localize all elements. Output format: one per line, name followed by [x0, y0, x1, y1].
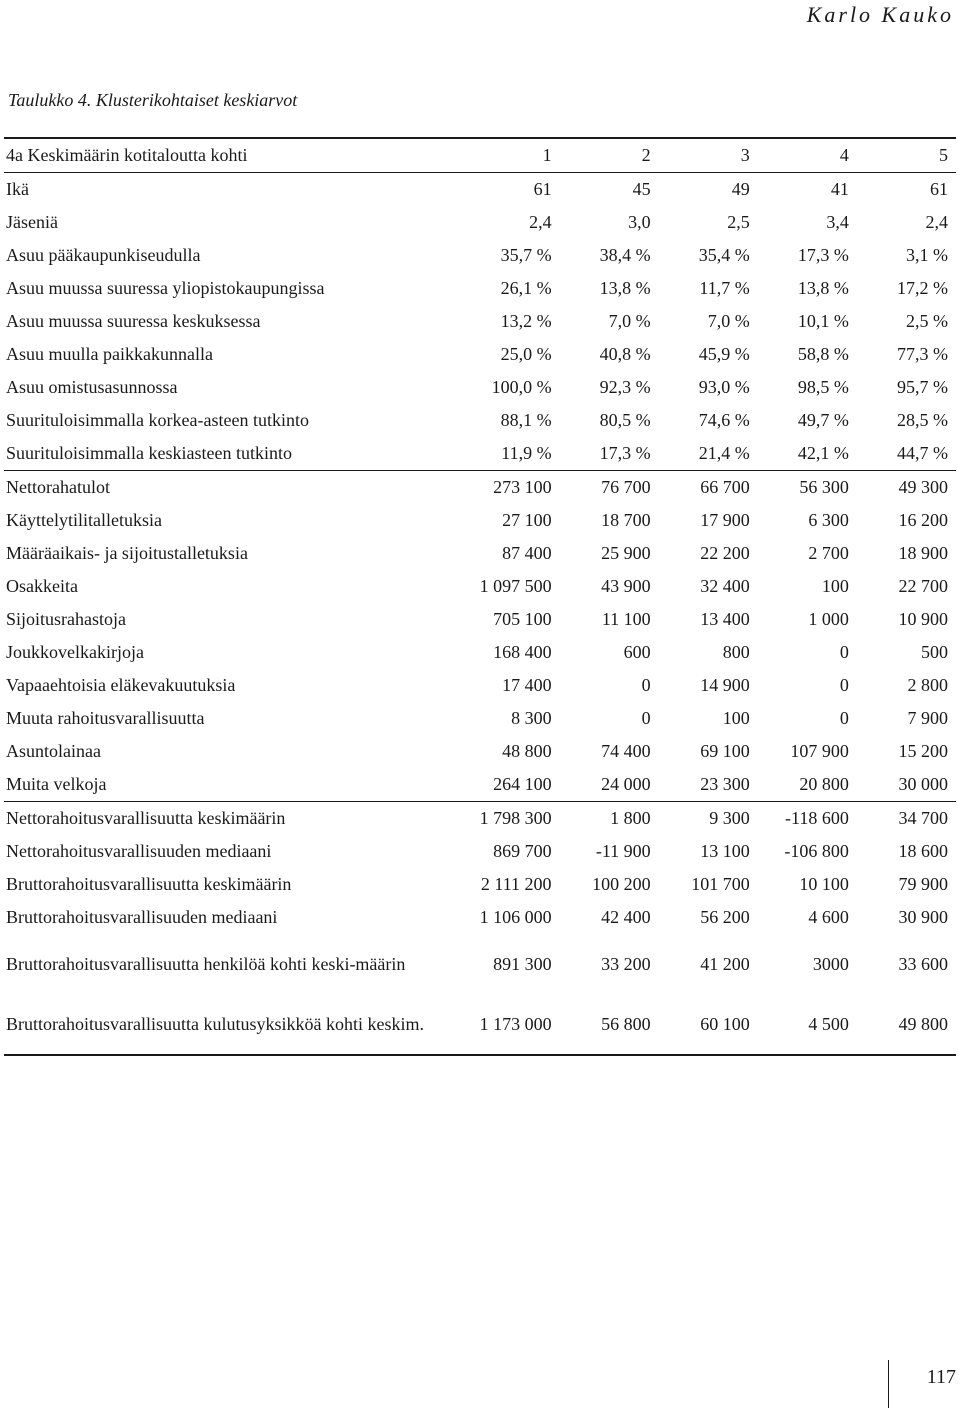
cell-cluster-4: 6 300 [808, 510, 849, 530]
cell-cluster-5: 28,5 % [897, 410, 948, 430]
cell-cluster-5: 17,2 % [897, 278, 948, 298]
cell-cluster-1: 168 400 [493, 642, 552, 662]
row-label: Asuu muulla paikkakunnalla [6, 344, 213, 364]
cell-cluster-2: 3,0 [628, 212, 651, 232]
cell-cluster-4: 58,8 % [797, 344, 849, 364]
cell-cluster-3: 66 700 [700, 477, 750, 497]
cell-cluster-3: 41 200 [700, 953, 750, 974]
cell-cluster-3: 101 700 [691, 874, 750, 894]
column-header-cluster-5: 5 [857, 138, 956, 173]
cell-cluster-5: 30 900 [898, 907, 948, 927]
table-row [4, 504, 956, 537]
cell-cluster-5: 7 900 [907, 708, 948, 728]
cell-cluster-3: 93,0 % [698, 377, 750, 397]
cell-cluster-2: 25 900 [601, 543, 651, 563]
cell-cluster-5: 79 900 [898, 874, 948, 894]
running-head: Karlo Kauko [806, 2, 954, 27]
cell-cluster-1: 100,0 % [491, 377, 552, 397]
cell-cluster-3: 49 [731, 179, 750, 199]
cell-cluster-3: 35,4 % [698, 245, 750, 265]
cell-cluster-1: 264 100 [460, 768, 559, 802]
table-row [4, 239, 956, 272]
row-label: Asuu pääkaupunkiseudulla [6, 245, 201, 265]
row-label: Jäseniä [6, 212, 58, 232]
cell-cluster-4: 107 900 [790, 741, 849, 761]
cell-cluster-4: 98,5 % [797, 377, 849, 397]
cell-cluster-4: 100 [821, 576, 849, 596]
cell-cluster-2: 38,4 % [599, 245, 651, 265]
cell-cluster-1: 891 300 [493, 953, 552, 974]
cell-cluster-4: 10 100 [799, 874, 849, 894]
cell-cluster-3: 22 200 [700, 543, 750, 563]
row-label: Suurituloisimmalla keskiasteen tutkinto [4, 437, 460, 471]
cell-cluster-4: 0 [839, 675, 849, 695]
cell-cluster-5: 61 [930, 179, 948, 199]
table-row [4, 901, 956, 934]
table-row [4, 702, 956, 735]
table-row [4, 471, 956, 505]
cell-cluster-4: 4 500 [758, 994, 857, 1055]
row-label: Muita velkoja [4, 768, 460, 802]
cell-cluster-1: 48 800 [502, 741, 552, 761]
cell-cluster-3: 100 [722, 708, 750, 728]
table-row [4, 404, 956, 437]
row-label: Asuu muussa suuressa keskuksessa [6, 311, 261, 331]
table-row [4, 570, 956, 603]
cell-cluster-5: 16 200 [898, 510, 948, 530]
row-label: Osakkeita [6, 576, 78, 596]
cell-cluster-3: 23 300 [659, 768, 758, 802]
cell-cluster-1: 705 100 [493, 609, 552, 629]
cell-cluster-1: 1 173 000 [460, 994, 559, 1055]
cell-cluster-3: 21,4 % [659, 437, 758, 471]
cell-cluster-5: 18 600 [898, 841, 948, 861]
cell-cluster-5: 2,5 % [906, 311, 948, 331]
page-number: 117 [926, 1366, 956, 1388]
cell-cluster-2: 92,3 % [599, 377, 651, 397]
row-label: Ikä [6, 179, 29, 199]
cell-cluster-1: 1 106 000 [479, 907, 552, 927]
cell-cluster-2: -11 900 [595, 841, 651, 861]
cluster-means-table [4, 137, 956, 1056]
table-row [4, 735, 956, 768]
cell-cluster-5: 44,7 % [857, 437, 956, 471]
cell-cluster-5: 500 [921, 642, 948, 662]
cell-cluster-5: 18 900 [898, 543, 948, 563]
cell-cluster-4: 10,1 % [797, 311, 849, 331]
cell-cluster-2: 100 200 [592, 874, 651, 894]
cell-cluster-2: 11 100 [601, 609, 651, 629]
cell-cluster-4: 17,3 % [797, 245, 849, 265]
table-body [4, 173, 956, 1056]
cell-cluster-3: 7,0 % [707, 311, 750, 331]
row-label: Bruttorahoitusvarallisuuden mediaani [6, 907, 278, 927]
table-row [4, 934, 956, 994]
cell-cluster-5: 10 900 [898, 609, 948, 629]
cell-cluster-1: 1 798 300 [479, 808, 552, 828]
row-label: Nettorahoitusvarallisuutta keskimäärin [6, 808, 286, 828]
column-header-cluster-4: 4 [758, 138, 857, 173]
cell-cluster-3: 13 100 [700, 841, 750, 861]
cell-cluster-2: 17,3 % [560, 437, 659, 471]
cell-cluster-1: 88,1 % [500, 410, 552, 430]
column-header-cluster-1: 1 [460, 138, 559, 173]
row-label: Määräaikais- ja sijoitustalletuksia [6, 543, 248, 563]
row-label: Nettorahatulot [6, 477, 110, 497]
cell-cluster-4: 3,4 [826, 212, 849, 232]
cell-cluster-2: 24 000 [560, 768, 659, 802]
row-label: Joukkovelkakirjoja [6, 642, 144, 662]
cell-cluster-4: 56 300 [799, 477, 849, 497]
table-row [4, 173, 956, 207]
table-row [4, 305, 956, 338]
cell-cluster-2: 42 400 [601, 907, 651, 927]
cell-cluster-4: 42,1 % [758, 437, 857, 471]
cell-cluster-5: 2,4 [925, 212, 948, 232]
cell-cluster-4: 1 000 [808, 609, 849, 629]
cell-cluster-5: 15 200 [898, 741, 948, 761]
cell-cluster-2: 600 [623, 642, 651, 662]
cell-cluster-2: 1 800 [610, 808, 651, 828]
cell-cluster-3: 60 100 [659, 994, 758, 1055]
cell-cluster-2: 80,5 % [599, 410, 651, 430]
table-row [4, 272, 956, 305]
cell-cluster-3: 32 400 [700, 576, 750, 596]
cell-cluster-4: -106 800 [784, 841, 849, 861]
cell-cluster-3: 74,6 % [698, 410, 750, 430]
cell-cluster-1: 11,9 % [460, 437, 559, 471]
cell-cluster-1: 13,2 % [500, 311, 552, 331]
row-label: Suurituloisimmalla korkea-asteen tutkinto [6, 410, 309, 430]
table-row [4, 537, 956, 570]
cell-cluster-1: 61 [533, 179, 552, 199]
row-label: Asuu muussa suuressa yliopistokaupungissa [6, 278, 325, 298]
cell-cluster-2: 0 [641, 675, 651, 695]
cell-cluster-4: 4 600 [808, 907, 849, 927]
cell-cluster-5: 77,3 % [897, 344, 948, 364]
cell-cluster-1: 8 300 [511, 708, 552, 728]
cell-cluster-4: 2 700 [808, 543, 849, 563]
column-header-cluster-3: 3 [659, 138, 758, 173]
row-label: Vapaaehtoisia eläkevakuutuksia [6, 675, 236, 695]
cell-cluster-3: 9 300 [709, 808, 750, 828]
folio-divider [888, 1360, 889, 1408]
cell-cluster-1: 26,1 % [500, 278, 552, 298]
cell-cluster-1: 35,7 % [500, 245, 552, 265]
cell-cluster-2: 0 [641, 708, 651, 728]
cell-cluster-4: 13,8 % [797, 278, 849, 298]
row-label: Sijoitusrahastoja [6, 609, 126, 629]
row-label: Nettorahoitusvarallisuuden mediaani [6, 841, 272, 861]
table-row [4, 338, 956, 371]
cell-cluster-5: 22 700 [898, 576, 948, 596]
cell-cluster-5: 33 600 [898, 953, 948, 974]
cell-cluster-3: 13 400 [700, 609, 750, 629]
cell-cluster-1: 869 700 [493, 841, 552, 861]
table-caption: Taulukko 4. Klusterikohtaiset keskiarvot [8, 90, 298, 110]
cell-cluster-2: 18 700 [601, 510, 651, 530]
table-row [4, 868, 956, 901]
cell-cluster-1: 2 111 200 [480, 874, 552, 894]
table-row [4, 669, 956, 702]
cell-cluster-2: 7,0 % [608, 311, 651, 331]
cell-cluster-3: 14 900 [700, 675, 750, 695]
cell-cluster-5: 2 800 [907, 675, 948, 695]
row-label: Bruttorahoitusvarallisuutta kulutusyksikköä kohti keskim. [4, 994, 460, 1055]
cell-cluster-1: 2,4 [529, 212, 552, 232]
cell-cluster-4: 0 [839, 642, 849, 662]
cell-cluster-1: 17 400 [502, 675, 552, 695]
cell-cluster-2: 74 400 [601, 741, 651, 761]
row-label: Bruttorahoitusvarallisuutta henkilöä kohti keski-määrin [6, 954, 406, 974]
cell-cluster-2: 56 800 [560, 994, 659, 1055]
table-row [4, 437, 956, 471]
table-row [4, 636, 956, 669]
cell-cluster-1: 87 400 [502, 543, 552, 563]
cell-cluster-3: 69 100 [700, 741, 750, 761]
cell-cluster-5: 49 300 [898, 477, 948, 497]
table-row [4, 835, 956, 868]
cell-cluster-1: 25,0 % [500, 344, 552, 364]
cell-cluster-3: 800 [722, 642, 750, 662]
cell-cluster-2: 43 900 [601, 576, 651, 596]
cell-cluster-2: 33 200 [601, 953, 651, 974]
cell-cluster-4: 0 [839, 708, 849, 728]
cell-cluster-4: 3000 [812, 953, 849, 974]
cell-cluster-3: 17 900 [700, 510, 750, 530]
cell-cluster-5: 34 700 [898, 808, 948, 828]
table-header-label: 4a Keskimäärin kotitaloutta kohti [4, 138, 460, 173]
table-row [4, 206, 956, 239]
cell-cluster-1: 273 100 [493, 477, 552, 497]
table-header-row [4, 138, 956, 173]
row-label: Asuntolainaa [6, 741, 101, 761]
cell-cluster-2: 40,8 % [599, 344, 651, 364]
row-label: Käyttelytilitalletuksia [6, 510, 162, 530]
cell-cluster-2: 45 [632, 179, 651, 199]
cell-cluster-4: 49,7 % [797, 410, 849, 430]
cell-cluster-2: 13,8 % [599, 278, 651, 298]
cell-cluster-4: 41 [830, 179, 849, 199]
table-row [4, 768, 956, 802]
row-label: Asuu omistusasunnossa [6, 377, 178, 397]
row-label: Bruttorahoitusvarallisuutta keskimäärin [6, 874, 292, 894]
table-row [4, 371, 956, 404]
cell-cluster-1: 1 097 500 [479, 576, 552, 596]
column-header-cluster-2: 2 [560, 138, 659, 173]
cell-cluster-3: 2,5 [727, 212, 750, 232]
cell-cluster-3: 56 200 [700, 907, 750, 927]
cell-cluster-5: 30 000 [857, 768, 956, 802]
cell-cluster-1: 27 100 [502, 510, 552, 530]
cell-cluster-4: -118 600 [785, 808, 849, 828]
cell-cluster-5: 49 800 [857, 994, 956, 1055]
cell-cluster-4: 20 800 [758, 768, 857, 802]
table-row [4, 802, 956, 836]
cell-cluster-3: 11,7 % [699, 278, 750, 298]
cell-cluster-2: 76 700 [601, 477, 651, 497]
cell-cluster-5: 95,7 % [897, 377, 948, 397]
cell-cluster-5: 3,1 % [906, 245, 948, 265]
row-label: Muuta rahoitusvarallisuutta [6, 708, 205, 728]
table-row [4, 994, 956, 1055]
table-row [4, 603, 956, 636]
cell-cluster-3: 45,9 % [698, 344, 750, 364]
